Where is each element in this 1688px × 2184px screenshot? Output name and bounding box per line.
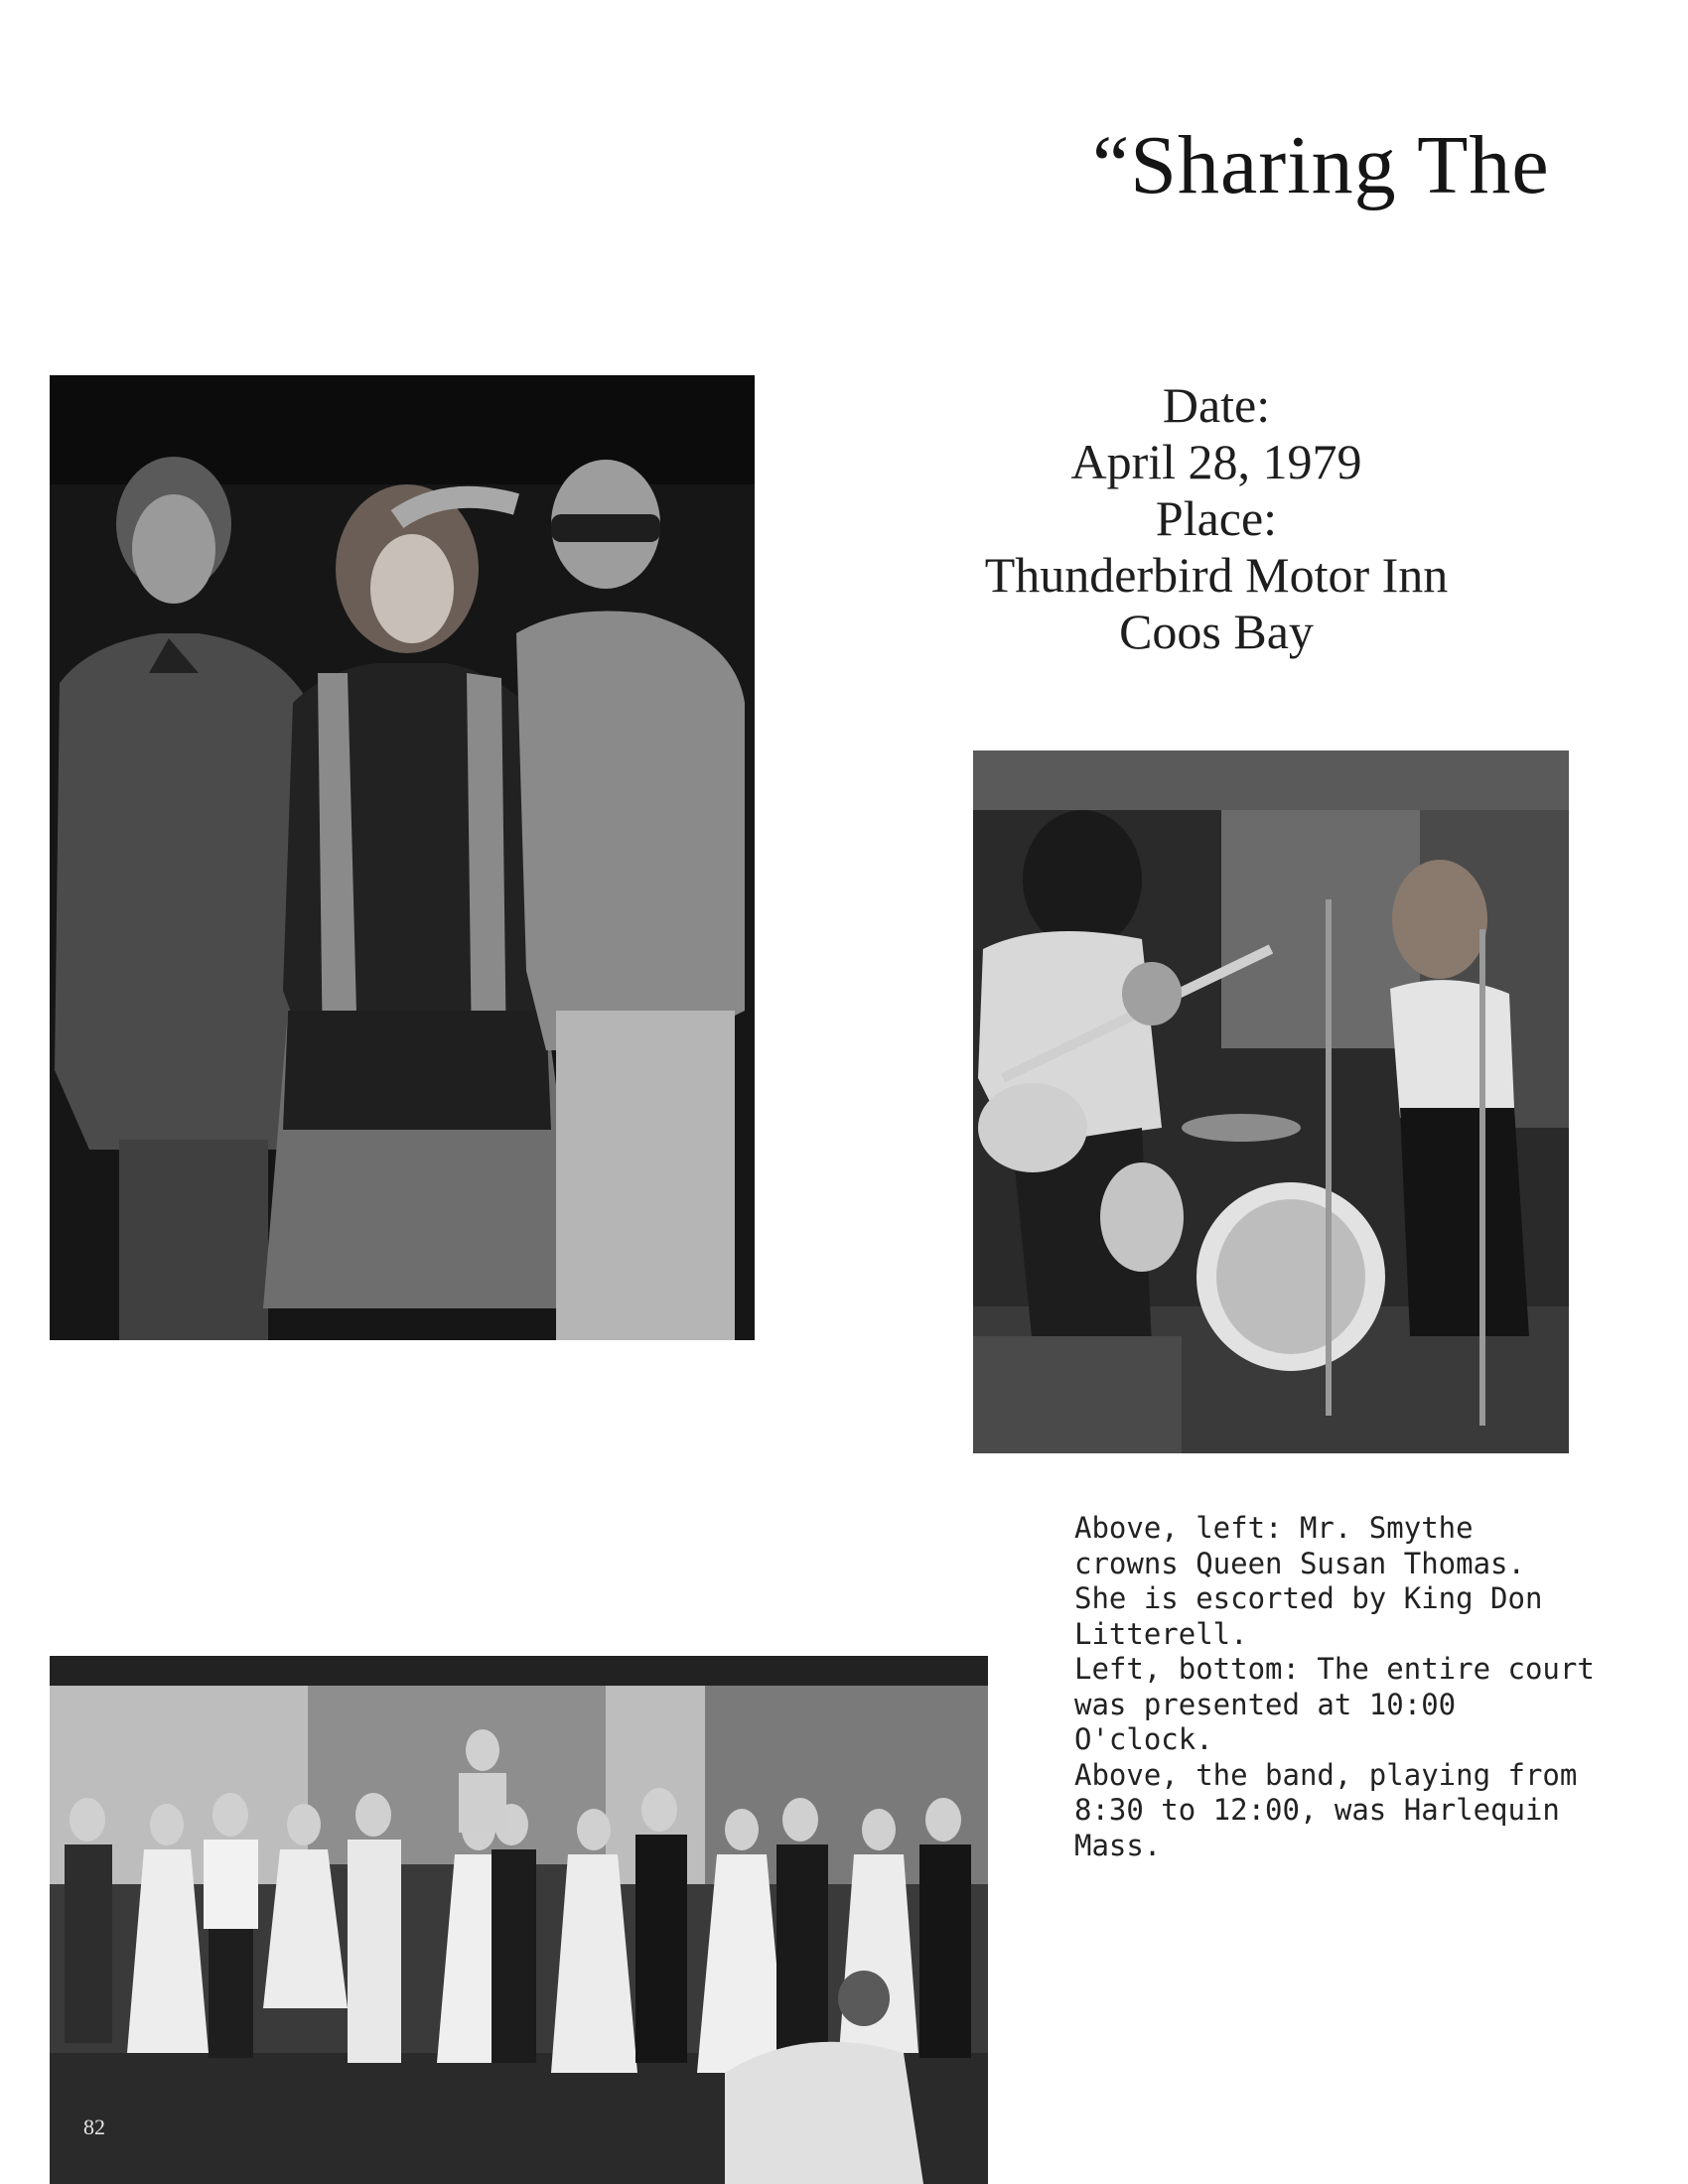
caption-line: Litterell.: [1074, 1616, 1248, 1651]
caption-line: Left, bottom: The entire court: [1074, 1652, 1595, 1686]
court-photo: [50, 1656, 988, 2184]
place-line-2: Coos Bay: [1119, 604, 1314, 659]
caption-line: Above, the band, playing from: [1074, 1757, 1578, 1792]
place-label: Place:: [1155, 490, 1278, 546]
page-title: “Sharing The: [1092, 119, 1550, 211]
place-line-1: Thunderbird Motor Inn: [984, 547, 1449, 603]
caption-line: Above, left: Mr. Smythe: [1074, 1511, 1474, 1545]
caption-line: Mass.: [1074, 1828, 1162, 1862]
caption-line: was presented at 10:00: [1074, 1687, 1457, 1721]
caption-line: crowns Queen Susan Thomas.: [1074, 1546, 1525, 1580]
date-label: Date:: [1162, 377, 1271, 433]
date-value: April 28, 1979: [1070, 434, 1362, 489]
event-info: [894, 377, 1539, 660]
caption-line: O'clock.: [1074, 1722, 1213, 1756]
caption-line: She is escorted by King Don: [1074, 1581, 1543, 1615]
band-photo: [973, 751, 1569, 1453]
crowning-photo: [50, 375, 755, 1340]
caption-line: 8:30 to 12:00, was Harlequin: [1074, 1793, 1560, 1827]
page-number: 82: [83, 2115, 105, 2139]
photo-caption: [1074, 1511, 1595, 1863]
